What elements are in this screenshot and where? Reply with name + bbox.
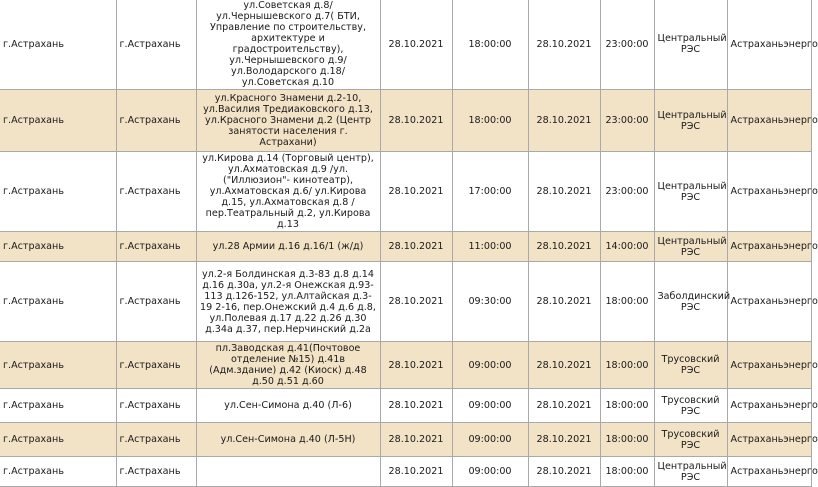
end-time-cell: 14:00:00 [600,232,654,262]
settlement-cell: г.Астрахань [0,232,116,262]
table-row [0,90,811,152]
end-date-cell: 28.10.2021 [528,0,600,90]
end-time-cell: 18:00:00 [600,342,654,389]
end-date-cell: 28.10.2021 [528,90,600,152]
address-cell: ул.Советская д.8/ ул.Чернышевского д.7( БТИ, Управление по строительству, архитектуре и градостроительству), ул.Чернышевского д.9/ ул.Володарского д.18/ ул.Советская д.10 [196,0,380,90]
address-cell [196,457,380,487]
start-date-cell: 28.10.2021 [380,423,452,457]
start-date-cell: 28.10.2021 [380,342,452,389]
res-cell: Центральный РЭС [654,90,727,152]
address-cell: ул.Сен-Симона д.40 (Л-5Н) [196,423,380,457]
table-row [0,152,811,232]
end-date-cell: 28.10.2021 [528,232,600,262]
table-row [0,389,811,423]
end-date-cell: 28.10.2021 [528,152,600,232]
start-time-cell: 09:00:00 [452,457,528,487]
table-row [0,0,811,90]
settlement-cell: г.Астрахань [0,389,116,423]
start-time-cell: 09:00:00 [452,423,528,457]
start-time-cell: 18:00:00 [452,90,528,152]
settlement-cell: г.Астрахань [0,0,116,90]
end-time-cell: 18:00:00 [600,262,654,342]
settlement-cell: г.Астрахань [0,342,116,389]
table-row [0,457,811,487]
organization-cell: Астраханьэнерго [727,342,811,389]
organization-cell: Астраханьэнерго [727,0,811,90]
start-date-cell: 28.10.2021 [380,262,452,342]
end-date-cell: 28.10.2021 [528,457,600,487]
table-row [0,262,811,342]
start-time-cell: 11:00:00 [452,232,528,262]
res-cell: Центральный РЭС [654,152,727,232]
settlement-cell: г.Астрахань [0,152,116,232]
table-row [0,232,811,262]
start-date-cell: 28.10.2021 [380,232,452,262]
organization-cell: Астраханьэнерго [727,90,811,152]
organization-cell: Астраханьэнерго [727,152,811,232]
end-date-cell: 28.10.2021 [528,423,600,457]
end-time-cell: 23:00:00 [600,152,654,232]
start-time-cell: 09:00:00 [452,389,528,423]
district-cell: г.Астрахань [116,232,196,262]
district-cell: г.Астрахань [116,90,196,152]
res-cell: Трусовский РЭС [654,342,727,389]
address-cell: ул.2-я Болдинская д.3-83 д.8 д.14 д.16 д.30а, ул.2-я Онежская д.93-113 д.126-152, ул.Алтайская д.3-19 2-16, пер.Онежский д.4 д.6 д.8, ул.Полевая д.17 д.22 д.26 д.30 д.34а д.37, пер.Нерчинский д.2а [196,262,380,342]
start-time-cell: 17:00:00 [452,152,528,232]
res-cell: Заболдинский РЭС [654,262,727,342]
end-time-cell: 18:00:00 [600,457,654,487]
organization-cell: Астраханьэнерго [727,423,811,457]
settlement-cell: г.Астрахань [0,457,116,487]
start-date-cell: 28.10.2021 [380,152,452,232]
end-time-cell: 23:00:00 [600,0,654,90]
organization-cell: Астраханьэнерго [727,262,811,342]
res-cell: Трусовский РЭС [654,423,727,457]
organization-cell: Астраханьэнерго [727,232,811,262]
start-date-cell: 28.10.2021 [380,457,452,487]
settlement-cell: г.Астрахань [0,423,116,457]
end-time-cell: 23:00:00 [600,90,654,152]
res-cell: Трусовский РЭС [654,389,727,423]
district-cell: г.Астрахань [116,423,196,457]
start-date-cell: 28.10.2021 [380,389,452,423]
district-cell: г.Астрахань [116,389,196,423]
start-time-cell: 09:00:00 [452,342,528,389]
district-cell: г.Астрахань [116,152,196,232]
end-date-cell: 28.10.2021 [528,389,600,423]
district-cell: г.Астрахань [116,262,196,342]
district-cell: г.Астрахань [116,0,196,90]
start-date-cell: 28.10.2021 [380,90,452,152]
table-row [0,423,811,457]
address-cell: ул.Красного Знамени д.2-10, ул.Василия Тредиаковского д.13, ул.Красного Знамени д.2 (Центр занятости населения г. Астрахани) [196,90,380,152]
end-time-cell: 18:00:00 [600,423,654,457]
res-cell: Центральный РЭС [654,0,727,90]
start-time-cell: 09:30:00 [452,262,528,342]
end-date-cell: 28.10.2021 [528,342,600,389]
district-cell: г.Астрахань [116,342,196,389]
organization-cell: Астраханьэнерго [727,389,811,423]
settlement-cell: г.Астрахань [0,90,116,152]
end-time-cell: 18:00:00 [600,389,654,423]
settlement-cell: г.Астрахань [0,262,116,342]
address-cell: ул.Сен-Симона д.40 (Л-6) [196,389,380,423]
address-cell: ул.28 Армии д.16 д.16/1 (ж/д) [196,232,380,262]
start-time-cell: 18:00:00 [452,0,528,90]
res-cell: Центральный РЭС [654,457,727,487]
address-cell: пл.Заводская д.41(Почтовое отделение №15) д.41в (Адм.здание) д.42 (Киоск) д.48 д.50 д.51 д.60 [196,342,380,389]
end-date-cell: 28.10.2021 [528,262,600,342]
organization-cell: Астраханьэнерго [727,457,811,487]
table-row [0,342,811,389]
address-cell: ул.Кирова д.14 (Торговый центр), ул.Ахматовская д.9 /ул. ("Иллюзион"- кинотеатр), ул.Ахматовская д.6/ ул.Кирова д.15, ул.Ахматовская д.8 / пер.Театральный д.2, ул.Кирова д.13 [196,152,380,232]
start-date-cell: 28.10.2021 [380,0,452,90]
res-cell: Центральный РЭС [654,232,727,262]
district-cell: г.Астрахань [116,457,196,487]
